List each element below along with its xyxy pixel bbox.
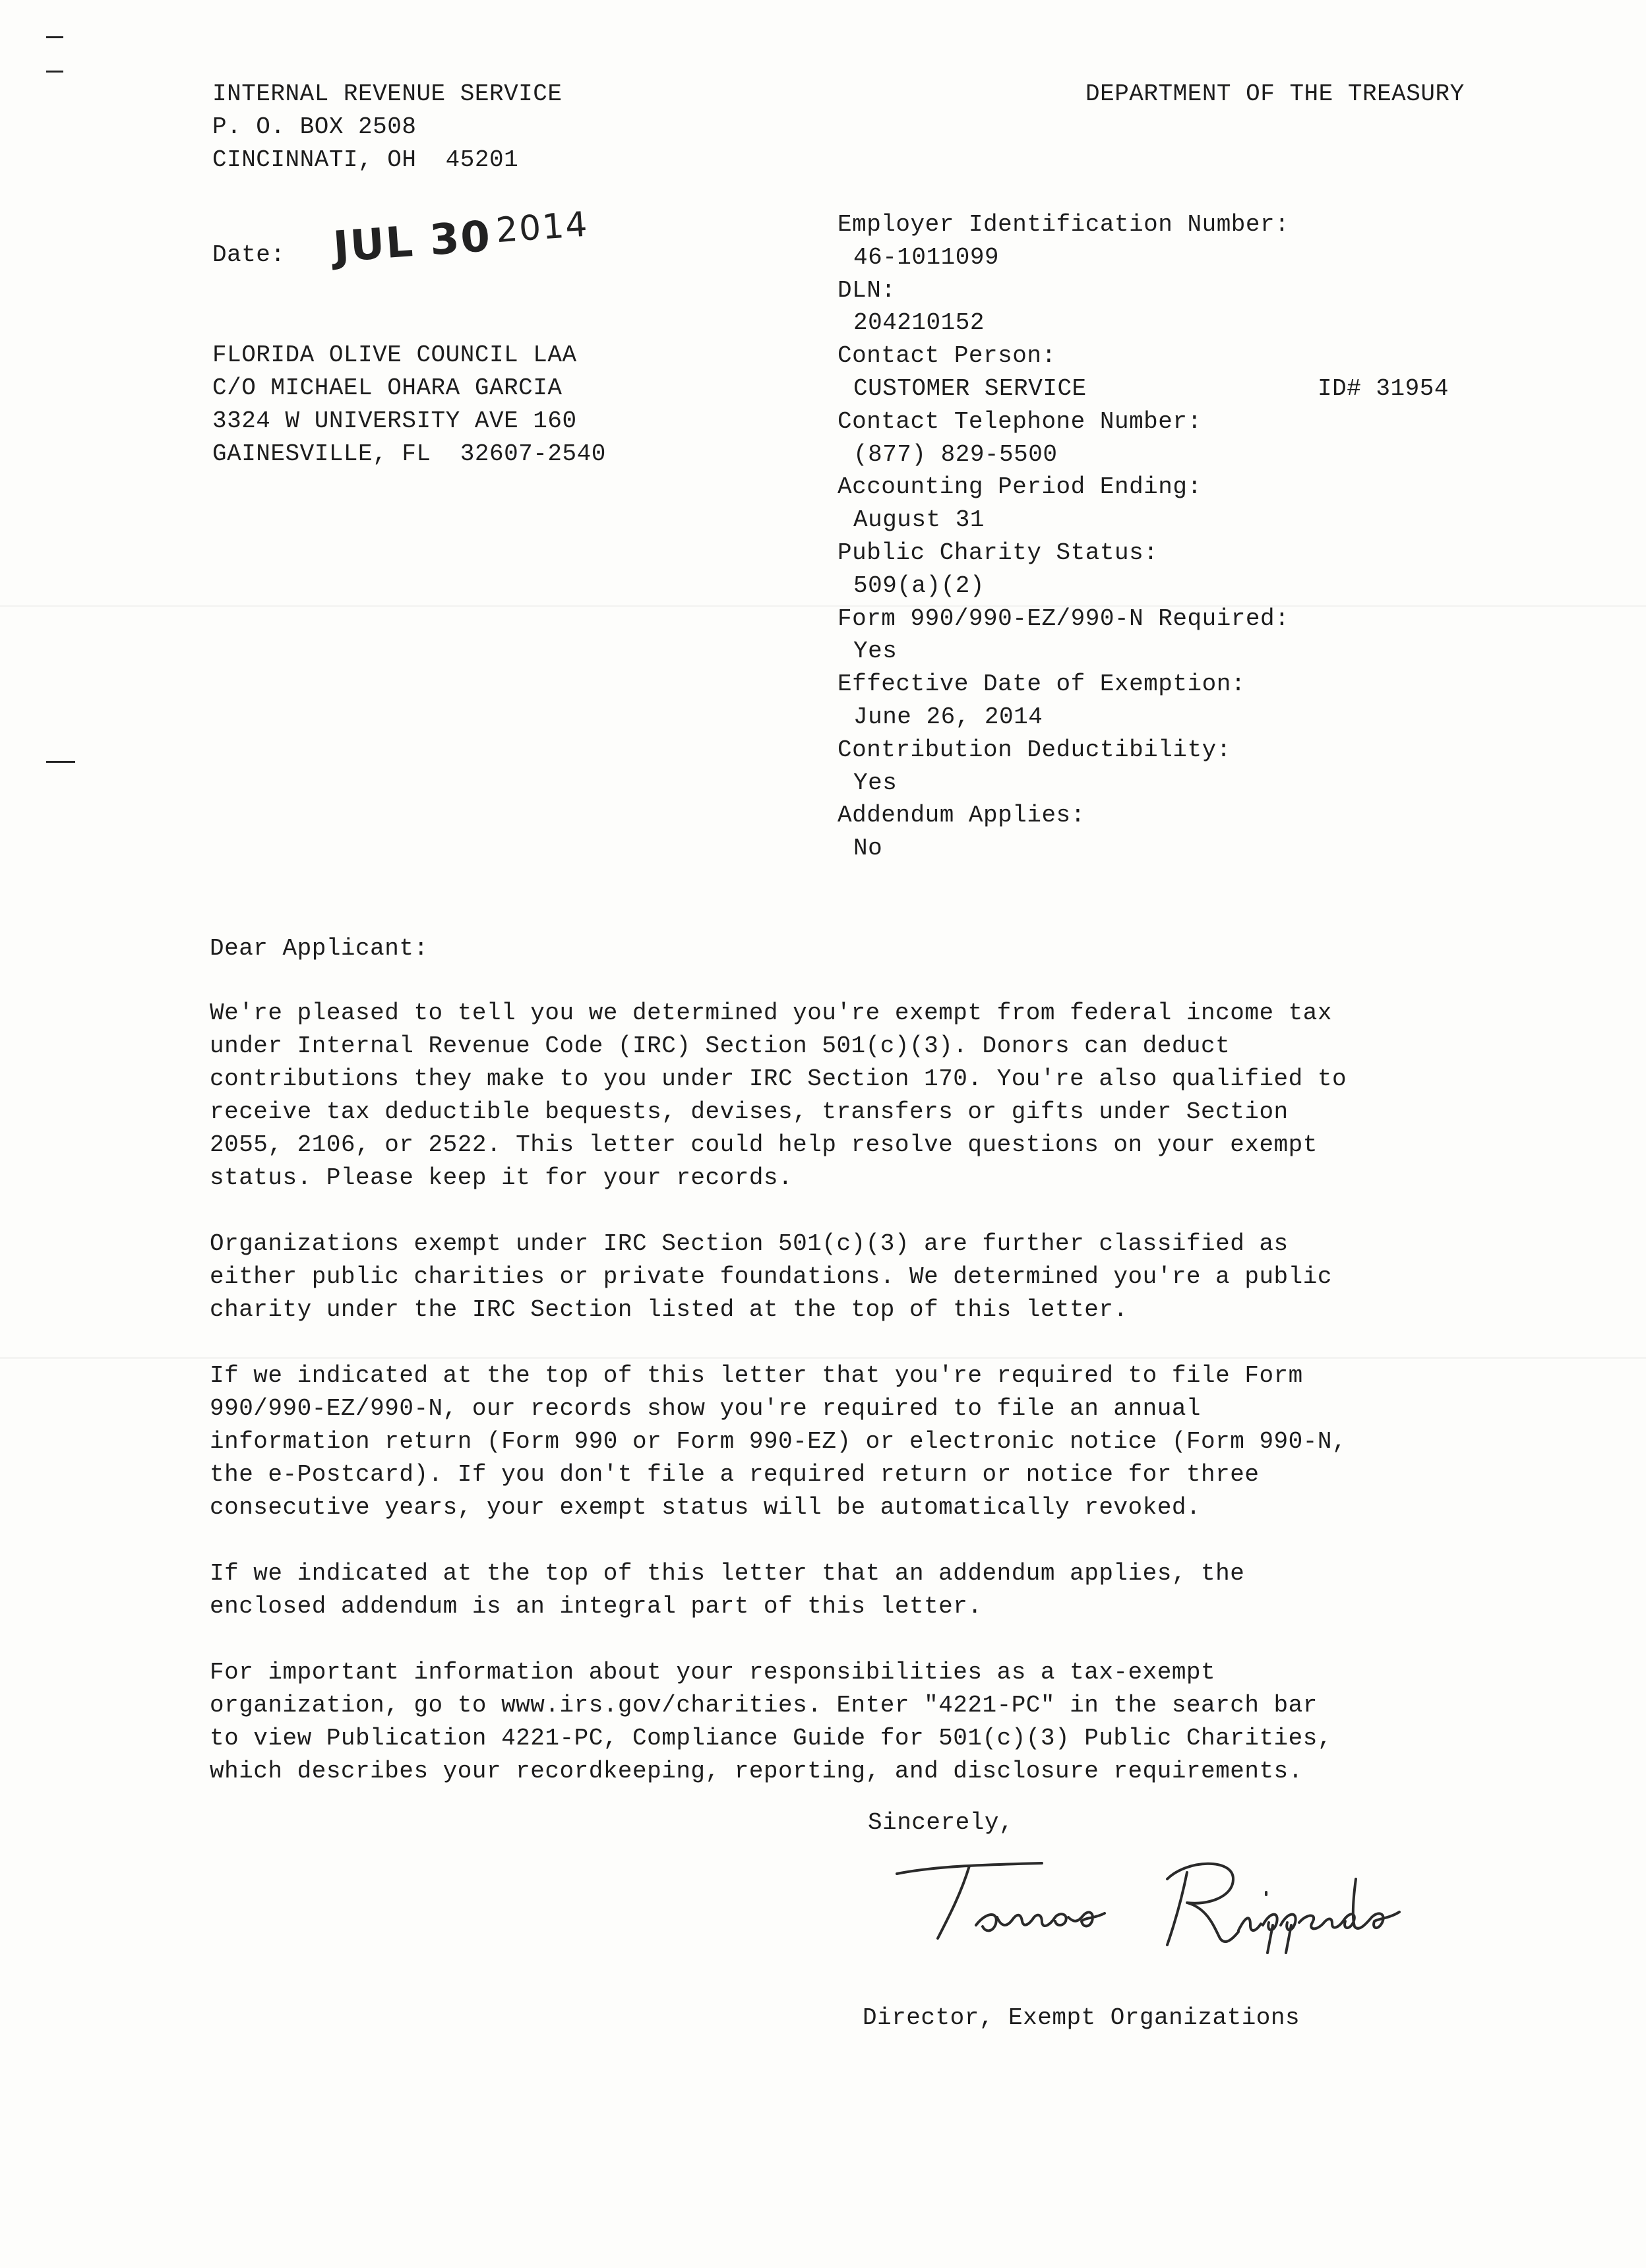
status-label: Public Charity Status: bbox=[838, 539, 1159, 566]
signature bbox=[877, 1839, 1471, 1958]
sender-org: INTERNAL REVENUE SERVICE bbox=[212, 80, 563, 107]
date-label: Date: bbox=[212, 241, 286, 268]
dln-value: 204210152 bbox=[853, 309, 985, 337]
info-block bbox=[838, 208, 1449, 865]
addendum-label: Addendum Applies: bbox=[838, 802, 1085, 829]
closing: Sincerely, bbox=[868, 1809, 1014, 1836]
margin-mark bbox=[46, 71, 63, 73]
effective-label: Effective Date of Exemption: bbox=[838, 671, 1246, 698]
addendum-value: No bbox=[853, 835, 883, 862]
phone-label: Contact Telephone Number: bbox=[838, 407, 1202, 435]
status-value: 509(a)(2) bbox=[853, 572, 985, 599]
department: DEPARTMENT OF THE TREASURY bbox=[1085, 80, 1465, 107]
signer-title: Director, Exempt Organizations bbox=[863, 2004, 1300, 2031]
salutation: Dear Applicant: bbox=[210, 935, 429, 962]
date-stamp bbox=[332, 206, 590, 272]
recipient-line3: 3324 W UNIVERSITY AVE 160 bbox=[212, 407, 577, 434]
margin-mark bbox=[46, 761, 75, 763]
period-value: August 31 bbox=[853, 506, 985, 534]
date-stamp-day: JUL 30 bbox=[331, 212, 493, 272]
recipient-line4: GAINESVILLE, FL 32607-2540 bbox=[212, 440, 606, 467]
fold-line bbox=[0, 1357, 1646, 1359]
ein-label: Employer Identification Number: bbox=[838, 211, 1290, 238]
contact-row bbox=[838, 373, 1449, 405]
body-paragraph-2: Organizations exempt under IRC Section 501(c)(3) are further classified as either public charities or private foundations. We determined you're a public charity under the IRC Section listed at the top of this letter. bbox=[210, 1230, 1332, 1323]
period-label: Accounting Period Ending: bbox=[838, 473, 1202, 501]
sender-city: CINCINNATI, OH 45201 bbox=[212, 146, 519, 173]
phone-value: (877) 829-5500 bbox=[853, 440, 1058, 468]
sender-po-box: P. O. BOX 2508 bbox=[212, 113, 417, 140]
body-paragraph-3: If we indicated at the top of this letter that you're required to file Form 990/990-EZ/990-N, our records show you're required to file an annual information return (Form 990 or Form 990-EZ) or electronic notice (Form 990-N, the e-Postcard). If you don't file a required return or notice for three consecutive years, your exempt status will be automatically revoked. bbox=[210, 1362, 1347, 1521]
margin-mark bbox=[46, 36, 63, 38]
fold-line bbox=[0, 605, 1646, 607]
deduct-label: Contribution Deductibility: bbox=[838, 736, 1231, 763]
dln-label: DLN: bbox=[838, 276, 896, 304]
recipient-line2: C/O MICHAEL OHARA GARCIA bbox=[212, 374, 563, 402]
recipient-line1: FLORIDA OLIVE COUNCIL LAA bbox=[212, 342, 577, 369]
contact-label: Contact Person: bbox=[838, 342, 1056, 370]
form-value: Yes bbox=[853, 638, 898, 665]
effective-value: June 26, 2014 bbox=[853, 703, 1043, 731]
ein-value: 46-1011099 bbox=[853, 243, 1000, 271]
deduct-value: Yes bbox=[853, 769, 898, 796]
contact-value: CUSTOMER SERVICE bbox=[853, 374, 1087, 402]
date-stamp-year: 2014 bbox=[495, 204, 590, 251]
contact-id: ID# 31954 bbox=[1318, 374, 1449, 402]
form-label: Form 990/990-EZ/990-N Required: bbox=[838, 605, 1290, 632]
body-paragraph-5: For important information about your responsibilities as a tax-exempt organization, go to www.irs.gov/charities. Enter "4221-PC" in the search bar to view Publication 4221-PC, Compliance Guide for 501(c)(3) Public Charities, which describes your recordkeeping, reporting, and disclosure requirements. bbox=[210, 1659, 1332, 1785]
body-paragraph-1: We're pleased to tell you we determined you're exempt from federal income tax under Internal Revenue Code (IRC) Section 501(c)(3). Donors can deduct contributions they make to you under IRC Section 170. You're also qualified to receive tax deductible bequests, devises, transfers or gifts under Section 2055, 2106, or 2522. This letter could help resolve questions on your exempt status. Please keep it for your records. bbox=[210, 1000, 1347, 1191]
body-paragraph-4: If we indicated at the top of this letter that an addendum applies, the enclosed addendum is an integral part of this letter. bbox=[210, 1560, 1245, 1620]
